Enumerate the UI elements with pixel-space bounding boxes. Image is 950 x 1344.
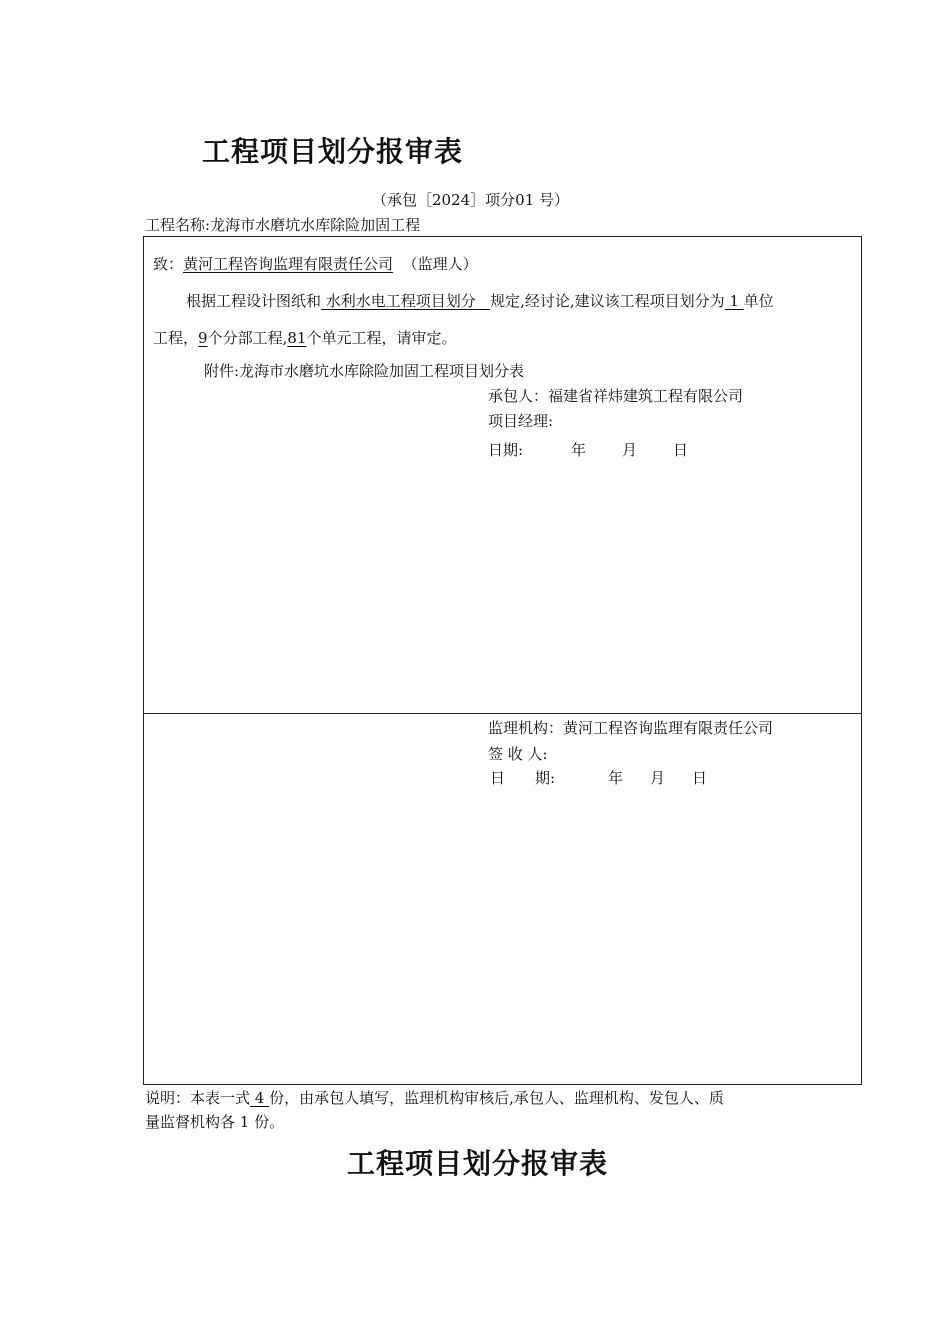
supervision-org-line bbox=[488, 717, 773, 738]
project-name-label: 工程名称: bbox=[145, 216, 211, 234]
body-text: 工程， bbox=[153, 329, 199, 347]
receiver-label: 签 收 人: bbox=[488, 745, 548, 763]
division-count: 9 bbox=[198, 329, 208, 347]
project-manager-label: 项目经理: bbox=[488, 412, 554, 430]
note-line-2: 量监督机构各 1 份。 bbox=[145, 1113, 285, 1131]
contractor-date-label: 日期: bbox=[488, 441, 524, 459]
note-text: 说明：本表一式 bbox=[145, 1089, 251, 1107]
standard-name: 水利水电工程项目划分 bbox=[325, 292, 476, 310]
body-text: 个单元工程，请审定。 bbox=[306, 329, 457, 347]
body-text: 根据工程设计图纸和 bbox=[186, 292, 322, 310]
body-text: 规定,经讨论,建议该工程项目划分为 bbox=[490, 292, 725, 310]
note-line-1 bbox=[145, 1087, 724, 1108]
supervision-year-label: 年 bbox=[608, 769, 624, 787]
to-prefix: 致： bbox=[153, 255, 184, 273]
body-paragraph-line-1 bbox=[186, 290, 774, 311]
supervision-month-label: 月 bbox=[650, 769, 666, 787]
page-title: 工程项目划分报审表 bbox=[202, 135, 464, 168]
supervision-day-label: 日 bbox=[692, 769, 708, 787]
project-name-line bbox=[145, 214, 420, 235]
supervision-date-label: 日 期: bbox=[490, 769, 556, 787]
supervisor-company: 黄河工程咨询监理有限责任公司 bbox=[183, 255, 394, 273]
contractor-year-label: 年 bbox=[571, 441, 587, 459]
second-page-title: 工程项目划分报审表 bbox=[347, 1147, 609, 1180]
contractor-line bbox=[488, 385, 743, 406]
contractor-name: 福建省祥炜建筑工程有限公司 bbox=[548, 387, 744, 405]
contractor-day-label: 日 bbox=[673, 441, 689, 459]
body-paragraph-line-2 bbox=[153, 327, 456, 348]
element-count: 81 bbox=[287, 329, 307, 347]
supervisor-role: （监理人） bbox=[402, 255, 478, 273]
body-text: 单位 bbox=[743, 292, 774, 310]
supervision-org-name: 黄河工程咨询监理有限责任公司 bbox=[563, 719, 774, 737]
document-number: （承包［2024］项分01 号） bbox=[372, 191, 570, 209]
project-name-value: 龙海市水磨坑水库除险加固工程 bbox=[210, 216, 421, 234]
recipient-line bbox=[153, 253, 478, 274]
contractor-month-label: 月 bbox=[622, 441, 638, 459]
copies-count: 4 bbox=[254, 1089, 265, 1107]
unit-count: 1 bbox=[729, 292, 739, 310]
attachment-line: 附件:龙海市水磨坑水库除险加固工程项目划分表 bbox=[204, 362, 525, 380]
note-text: 份，由承包人填写，监理机构审核后,承包人、监理机构、发包人、质 bbox=[269, 1089, 724, 1107]
body-text: 个分部工程, bbox=[207, 329, 288, 347]
supervision-org-label: 监理机构： bbox=[488, 719, 564, 737]
contractor-label: 承包人： bbox=[488, 387, 549, 405]
